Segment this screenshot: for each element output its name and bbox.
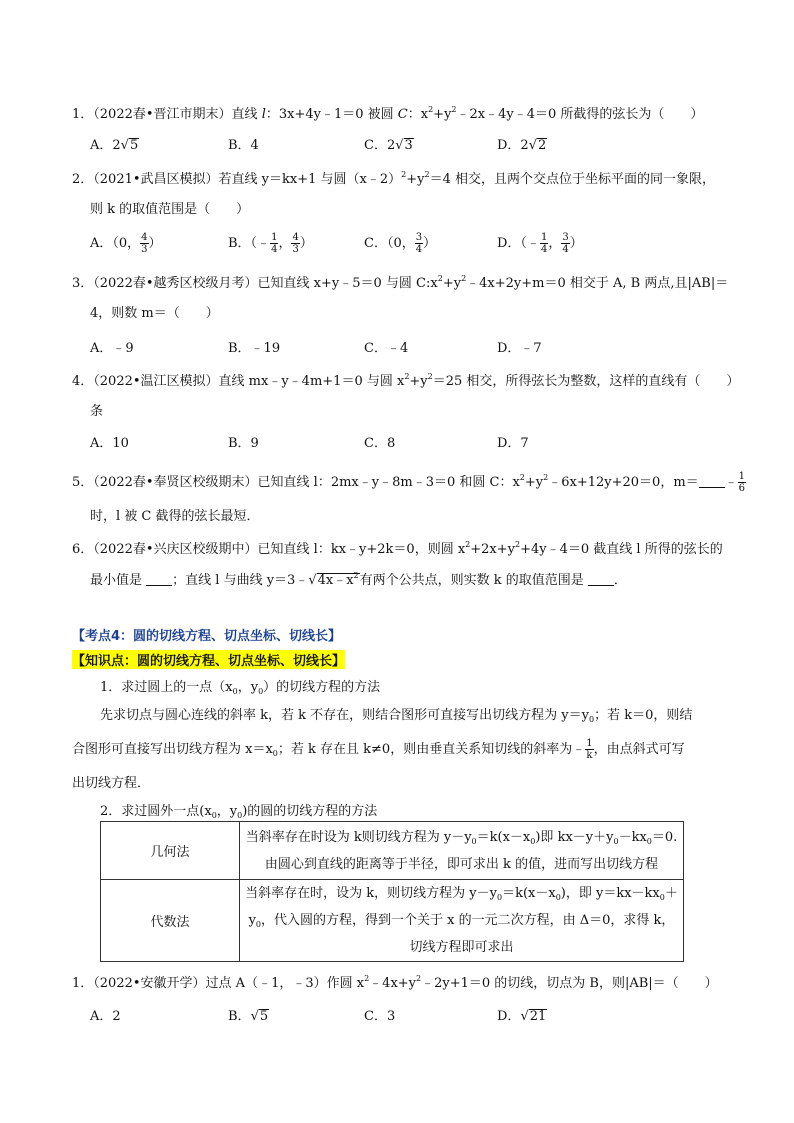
answer-fraction — [738, 471, 746, 494]
exponent: 2 — [465, 540, 471, 549]
question-text: +y — [409, 374, 428, 389]
question-text: 直线 — [231, 107, 262, 122]
method-text: ；若 k＝0，则结 — [594, 708, 693, 723]
denominator: 3 — [141, 244, 148, 255]
sqrt-sign: √ — [250, 1009, 259, 1024]
option-label: B．4 — [228, 138, 259, 153]
fraction — [415, 232, 423, 255]
method-label: 代数法 — [101, 880, 240, 962]
option-label: C．2 — [364, 138, 396, 153]
radicand: 5 — [129, 138, 139, 153]
denominator: 4 — [415, 244, 423, 255]
option-b — [228, 232, 313, 255]
question-text: ＝25 相交，所得弦长为整数，这样的直线有（ ） — [432, 374, 740, 389]
denominator: 6 — [738, 483, 746, 494]
method-text: 2．求过圆外一点(x — [100, 804, 212, 819]
numerator: 1 — [271, 232, 278, 243]
question-4 — [72, 370, 739, 389]
math-var: C — [397, 107, 408, 122]
question-number: 6． — [72, 542, 94, 557]
option-label: B． — [228, 1009, 251, 1024]
method-1-paragraph-line3: 出切线方程． — [72, 776, 151, 791]
method-text: 先求切点与圆心连线的斜率 k，若 k 不存在，则结合图形可直接写出切线方程为 y＝y — [100, 708, 589, 723]
math-var: l — [261, 107, 266, 122]
method-text: ＋ — [664, 886, 678, 901]
option-a — [90, 232, 162, 255]
subscript: 0 — [646, 836, 652, 846]
option-label: ） — [148, 236, 162, 251]
subscript: 0 — [237, 811, 243, 820]
fraction — [140, 232, 148, 255]
question-text: ：x — [407, 107, 429, 122]
option-b: B．﹣19 — [228, 341, 281, 356]
option-label: D．（﹣ — [497, 236, 540, 251]
option-label: C．3 — [364, 1009, 396, 1024]
description-line — [242, 880, 681, 907]
exponent: 2 — [404, 372, 410, 381]
denominator: k — [586, 750, 593, 761]
method-text: ，代入圆的方程，得到一个关于 x 的一元二次方程，由 Δ＝0，求得 k， — [261, 913, 675, 928]
method-text: )的圆的切线方程的方法 — [242, 804, 378, 819]
subscript: 0 — [530, 836, 536, 846]
method-text: ；若 k 存在且 k≠0，则由垂直关系知切线的斜率为﹣ — [277, 742, 586, 757]
method-text: )，即 y＝kx－kx — [560, 886, 660, 901]
option-label: B．（﹣ — [228, 236, 271, 251]
option-label: ） — [569, 236, 583, 251]
question-text: 已知直线 l：2mx﹣y﹣8m﹣3＝0 和圆 C：x — [257, 475, 520, 490]
sqrt-sign: √ — [120, 138, 129, 153]
exponent: 2 — [401, 170, 407, 179]
option-c: C．﹣4 — [364, 341, 409, 356]
radicand: 2 — [538, 138, 547, 153]
question-source: （2022春•兴庆区校级期中） — [93, 542, 258, 557]
question-source: （2022春•越秀区校级月考） — [93, 276, 258, 291]
method-text: 合图形可直接写出切线方程为 x＝x — [72, 742, 273, 757]
exponent: 2 — [437, 274, 443, 283]
numerator: 3 — [415, 232, 423, 243]
question-6 — [72, 538, 723, 557]
method-text: ，y — [237, 680, 259, 695]
numerator: 1 — [738, 471, 746, 482]
description-line — [242, 824, 681, 851]
radicand: 21 — [529, 1009, 547, 1024]
question-text: 若直线 y＝kx+1 与圆（x﹣2） — [218, 172, 402, 187]
question-text: ﹣6x+12y+20＝0，m＝ — [548, 475, 699, 490]
question-text: ；直线 l 与曲线 y＝3﹣ — [172, 573, 309, 588]
method-description — [240, 822, 684, 880]
denominator: 4 — [540, 244, 548, 255]
exponent: 2 — [353, 571, 359, 580]
question-number: 2． — [72, 172, 94, 187]
question-number: 4． — [72, 374, 94, 389]
option-d: D．﹣7 — [497, 341, 542, 356]
question-text: 有两个公共点，则实数 k 的取值范围是 — [359, 573, 588, 588]
subscript: 0 — [211, 811, 217, 820]
radicand: 3 — [404, 138, 413, 153]
option-label: A．（0， — [90, 236, 141, 251]
method-1-paragraph-line1 — [100, 704, 692, 723]
option-label: ） — [423, 236, 437, 251]
question-text: 直线 mx﹣y﹣4m+1＝0 与圆 x — [218, 374, 405, 389]
question-text: ﹣2y+1＝0 的切线，切点为 B，则|AB|＝（ ） — [421, 976, 718, 991]
method-text: y — [248, 913, 256, 928]
option-a: A．10 — [90, 436, 129, 451]
method-description — [240, 880, 684, 962]
subscript: 0 — [232, 687, 238, 696]
sqrt-sign: √ — [308, 573, 317, 588]
denominator: 4 — [271, 244, 278, 255]
exponent: 2 — [515, 540, 521, 549]
question-text: ：3x+4y﹣1＝0 被圆 — [265, 107, 398, 122]
method-1-title — [100, 676, 380, 695]
subscript: 0 — [255, 920, 262, 929]
exponent: 2 — [519, 473, 525, 482]
fraction — [291, 232, 299, 255]
option-c — [364, 232, 436, 255]
numerator: 3 — [562, 232, 569, 243]
method-1-paragraph-line2 — [72, 738, 685, 761]
sqrt-sign: √ — [395, 138, 404, 153]
method-text: ＝0. — [651, 829, 678, 845]
method-text: 当斜率存在时设为 k则切线方程为 y－y — [245, 829, 472, 845]
separator: ， — [548, 236, 562, 251]
sqrt-sign: √ — [528, 138, 537, 153]
denominator: 3 — [292, 244, 299, 255]
fraction — [585, 738, 593, 761]
knowledge-point-title: 【知识点：圆的切线方程、切点坐标、切线长】 — [72, 650, 345, 669]
question-text: 已知直线 x+y﹣5＝0 与圆 C:x — [257, 276, 438, 291]
question-text: 已知直线 l：kx﹣y+2k＝0，则圆 x — [257, 542, 466, 557]
table-row — [101, 880, 684, 962]
description-line — [242, 907, 681, 934]
method-text: ，由点斜式可写 — [593, 742, 685, 757]
option-label: ） — [299, 236, 313, 251]
table-row — [101, 822, 684, 880]
question-number: 1． — [72, 107, 94, 122]
option-a — [90, 1005, 121, 1024]
minus-sign: ﹣ — [724, 475, 738, 490]
question-7 — [72, 972, 718, 991]
subscript: 0 — [258, 687, 264, 696]
subscript: 0 — [496, 893, 503, 902]
question-text-line2 — [90, 569, 627, 588]
question-text: +y — [442, 276, 462, 291]
numerator: 1 — [586, 738, 593, 749]
question-text-line2: 时，l 被 C 截得的弦长最短． — [90, 509, 260, 524]
method-2-title — [100, 800, 377, 819]
method-table — [100, 821, 684, 962]
question-source: （2021•武昌区模拟） — [93, 172, 219, 187]
question-text: +4y﹣4＝0 截直线 l 所得的弦长的 — [520, 542, 723, 557]
fraction — [561, 232, 569, 255]
option-c — [364, 134, 414, 153]
exponent: 2 — [461, 274, 467, 283]
subscript: 0 — [272, 749, 278, 758]
method-text: ）的切线方程的方法 — [263, 680, 381, 695]
method-text: 当斜率存在时，设为 k，则切线方程为 y－y — [245, 886, 497, 901]
method-text: 1．求过圆上的一点（x — [100, 680, 233, 695]
subscript: 0 — [555, 893, 561, 902]
numerator: 4 — [292, 232, 299, 243]
option-d — [497, 134, 547, 153]
description-line: 切线方程即可求出 — [409, 940, 514, 955]
question-number: 5． — [72, 475, 94, 490]
description-line: 由圆心到直线的距离等于半径，即可求出 k 的值，进而写出切线方程 — [264, 856, 659, 872]
option-c: C．8 — [364, 436, 396, 451]
option-b — [228, 1005, 269, 1024]
question-3 — [72, 272, 728, 291]
method-text: )即 kx－y＋y — [535, 829, 614, 845]
exponent: 2 — [451, 105, 457, 114]
question-number: 1． — [72, 976, 94, 991]
question-1 — [72, 103, 703, 122]
method-text: －kx — [618, 829, 647, 845]
method-text: ＝k(x－x — [476, 829, 531, 845]
subscript: 0 — [613, 836, 619, 846]
exponent: 2 — [424, 170, 430, 179]
question-text: ． — [613, 573, 627, 588]
numerator: 4 — [141, 232, 148, 243]
question-text: 过点 A（﹣1，﹣3）作圆 x — [205, 976, 365, 991]
radicand: 5 — [259, 1009, 269, 1024]
question-number: 3． — [72, 276, 94, 291]
subscript: 0 — [659, 893, 665, 902]
option-d — [497, 232, 583, 255]
subscript: 0 — [471, 836, 477, 846]
question-text-line2: 条 — [90, 404, 104, 419]
separator: ， — [278, 236, 292, 251]
question-text: ﹣2x﹣4y﹣4＝0 所截得的弦长为（ ） — [456, 107, 704, 122]
radicand — [317, 573, 360, 588]
option-label: A．2 — [90, 138, 121, 153]
method-text: ＝k(x－x — [502, 886, 556, 901]
question-text: +2x+y — [470, 542, 515, 557]
denominator: 4 — [562, 244, 569, 255]
question-text: +y — [524, 475, 544, 490]
option-label: D． — [497, 1009, 521, 1024]
option-a: A．﹣9 — [90, 341, 134, 356]
sqrt-sign: √ — [520, 1009, 529, 1024]
section-title: 【考点4：圆的切线方程、切点坐标、切线长】 — [72, 629, 342, 644]
question-5 — [72, 471, 746, 494]
exponent: 2 — [428, 105, 434, 114]
question-text: ＝4 相交，且两个交点位于坐标平面的同一象限， — [429, 172, 715, 187]
question-source: （2022春•晋江市期末） — [93, 107, 232, 122]
numerator: 1 — [540, 232, 548, 243]
question-text-line2: 则 k 的取值范围是（ ） — [90, 202, 250, 217]
exponent: 2 — [416, 974, 422, 983]
question-text: +y — [406, 172, 425, 187]
question-text: +y — [433, 107, 452, 122]
exponent: 2 — [543, 473, 549, 482]
subscript: 0 — [588, 715, 595, 724]
question-text-line2: 4，则数 m＝（ ） — [90, 306, 219, 321]
radicand-text: 4x﹣x — [317, 573, 354, 588]
question-source: （2022•安徽开学） — [93, 976, 206, 991]
answer-blank — [699, 475, 725, 488]
option-d — [497, 1005, 547, 1024]
exponent: 2 — [427, 372, 433, 381]
option-label: D．2 — [497, 138, 529, 153]
option-a — [90, 134, 139, 153]
answer-blank — [588, 573, 614, 586]
question-source: （2022•温江区模拟） — [93, 374, 219, 389]
option-label: A．2 — [90, 1009, 121, 1024]
question-text: ﹣4x+y — [369, 976, 417, 991]
method-label: 几何法 — [101, 822, 240, 880]
option-label: C．（0， — [364, 236, 415, 251]
question-text: ﹣4x+2y+m＝0 相交于 A, B 两点,且|AB|＝ — [466, 276, 729, 291]
exponent: 2 — [364, 974, 370, 983]
option-c — [364, 1005, 395, 1024]
question-text: 最小值是 — [90, 573, 147, 588]
option-d: D．7 — [497, 436, 529, 451]
answer-blank — [146, 573, 172, 586]
question-2 — [72, 168, 715, 187]
question-source: （2022春•奉贤区校级期末） — [93, 475, 258, 490]
option-b — [228, 134, 259, 153]
option-b: B．9 — [228, 436, 259, 451]
method-text: ，y — [216, 804, 238, 819]
